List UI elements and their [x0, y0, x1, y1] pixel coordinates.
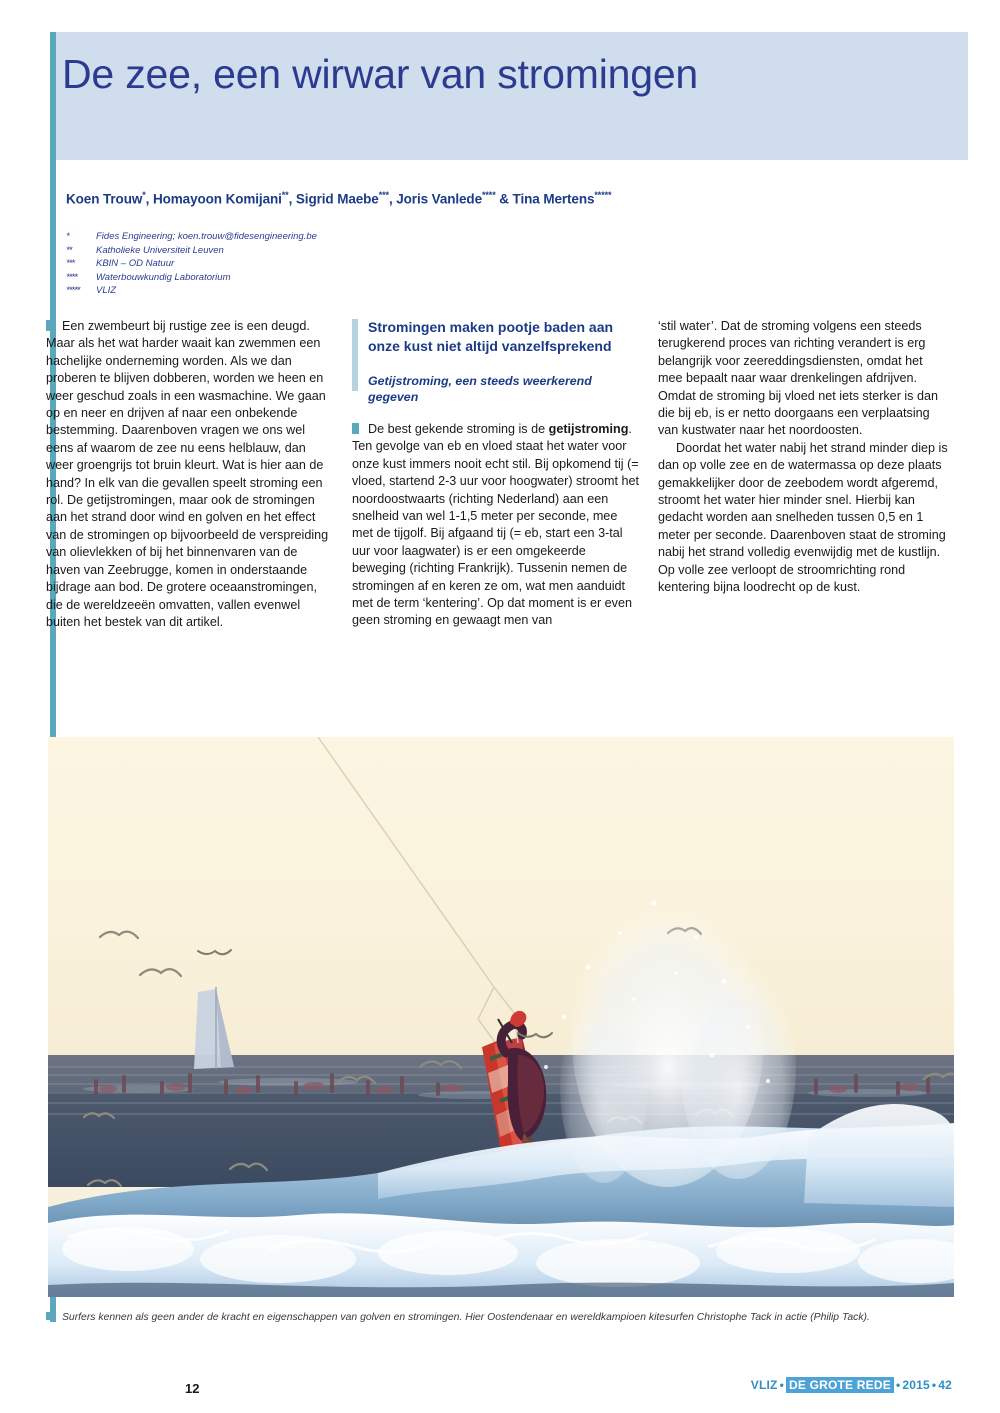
section-heading-accent-bar [352, 319, 358, 391]
kitesurfer-photograph [48, 737, 954, 1297]
footer-publisher: VLIZ [750, 1378, 778, 1392]
page-number: 12 [185, 1381, 200, 1396]
footer-separator: • [779, 1378, 784, 1392]
paragraph-marker-square [46, 320, 53, 331]
footer-series: DE GROTE REDE [786, 1377, 894, 1393]
tide-paragraph-rest: . Ten gevolge van eb en vloed staat het water voor onze kust immers nooit echt stil. Bij opkomend tij (= vloed, startend 2-3 uur voor hoogwater) stroomt het noordoostwaarts (richting Nederland) aan een snelheid van wel 1-1,5 meter per seconde, mee met de tijgolf. Bij afgaand tij (= eb, start een 3-tal uur voor laagwater) is er een omgekeerde beweging (richting Frankrijk). Tussenin nemen de stromingen af en keren ze om, wat men aanduidt met de term ‘kentering’. Op dat moment is er even geen stroming en gewaagt men van [352, 422, 640, 628]
continuation-paragraph: ‘stil water’. Dat de stroming volgens een steeds terugkerend proces van richting verandert is erg belangrijk voor zeereddingsdiensten, omdat het mee bepaalt naar waar drenkelingen afdrijven. Omdat de stroming bij vloed net iets sterker is dan die bij eb, is er netto doorgaans een verplaatsing van kustwater naar het noordoosten. [658, 319, 938, 438]
affiliation-text: KBIN – OD Natuur [96, 258, 175, 270]
affiliation-marker: ***** [66, 285, 80, 297]
text-column-3 [658, 318, 950, 597]
affiliation-item [66, 230, 666, 244]
affiliation-marker: * [66, 231, 69, 242]
photo-artwork [48, 737, 954, 1297]
affiliation-text: Fides Engineering; koen.trouw@fidesengineering.be [96, 231, 317, 242]
affiliation-marker: *** [66, 258, 75, 270]
figure-caption [46, 1310, 956, 1325]
affiliation-item [66, 257, 666, 271]
page-title: De zee, een wirwar van stromingen [62, 51, 699, 97]
paragraph-marker-square [352, 423, 359, 434]
affiliation-text: Katholieke Universiteit Leuven [96, 244, 224, 256]
footer-citation [751, 1378, 952, 1392]
caption-marker-square [46, 1312, 54, 1320]
section-heading [352, 318, 640, 355]
footer-separator: • [895, 1378, 901, 1392]
footer-issue: 42 [938, 1378, 952, 1392]
text-column-2 [352, 318, 640, 630]
affiliation-item [66, 244, 666, 258]
section-heading-text: Stromingen maken pootje baden aan onze kust niet altijd vanzelfsprekend [368, 319, 614, 354]
affiliation-marker: ** [66, 244, 72, 256]
section-subheading: Getijstroming, een steeds weerkerend gegeven [368, 374, 592, 404]
authors-line: Koen Trouw*, Homayoon Komijani**, Sigrid Maebe***, Joris Vanlede**** & Tina Mertens***** [66, 190, 612, 207]
affiliation-item [66, 271, 666, 285]
footer-year: 2015 [902, 1378, 930, 1392]
title-band-accent [50, 32, 56, 160]
affiliation-text: VLIZ [96, 285, 117, 297]
tide-paragraph-lead: De best gekende stroming is de [368, 422, 549, 436]
text-column-1 [46, 318, 334, 631]
figure-caption-text: Surfers kennen als geen ander de kracht en eigenschappen van golven en stromingen. Hier Oostendenaar en wereldkampioen kitesurfen Christophe Tack in actie (Philip Tack). [62, 1312, 870, 1323]
tide-term: getijstroming [548, 422, 629, 436]
tide-paragraph [352, 421, 640, 630]
affiliation-marker: **** [66, 271, 77, 283]
footer-separator: • [931, 1378, 937, 1392]
intro-paragraph-text: Een zwembeurt bij rustige zee is een deugd. Maar als het wat harder waait kan zwemmen een hachelijke onderneming worden. Als we dan proberen te blijven dobberen, worden we heen en weer geschud zoals in een wasmachine. We gaan op en neer en drijven af naar een onbekende bestemming. Daarenboven vragen we ons wel eens af waarom de zee nu eens helblauw, dan weer groengrijs tot bruin kleurt. Wat is hier aan de hand? In elk van die gevallen speelt stroming een rol. De getijstromingen, maar ook de stromingen aan het strand door wind en golven en het effect van de stromingen op bijvoorbeeld de verspreiding van olievlekken of bij het binnenvaren van de haven van Zeebrugge, komen in onderstaande bijdrage aan bod. De grotere oceaanstromingen, die de wereldzeeën omvatten, vallen evenwel buiten het bestek van dit artikel. [46, 319, 329, 629]
affiliation-item [66, 284, 666, 298]
affiliations-list [66, 230, 666, 298]
affiliation-text: Waterbouwkundig Laboratorium [96, 271, 231, 283]
shallow-water-paragraph: Doordat het water nabij het strand minder diep is dan op volle zee en de watermassa op deze plaats gemakkelijker door de zeebodem wordt afgeremd, stroomt het water hier minder snel. Hierbij kan gedacht worden aan snelheden tussen 0,5 en 1 meter per seconde. Daarenboven staat de stroming nabij het strand volledig evenwijdig met de kustlijn. Op volle zee verloopt de stroomrichting rond kentering bijna loodrecht op de kust. [658, 440, 948, 595]
intro-paragraph [46, 318, 334, 631]
